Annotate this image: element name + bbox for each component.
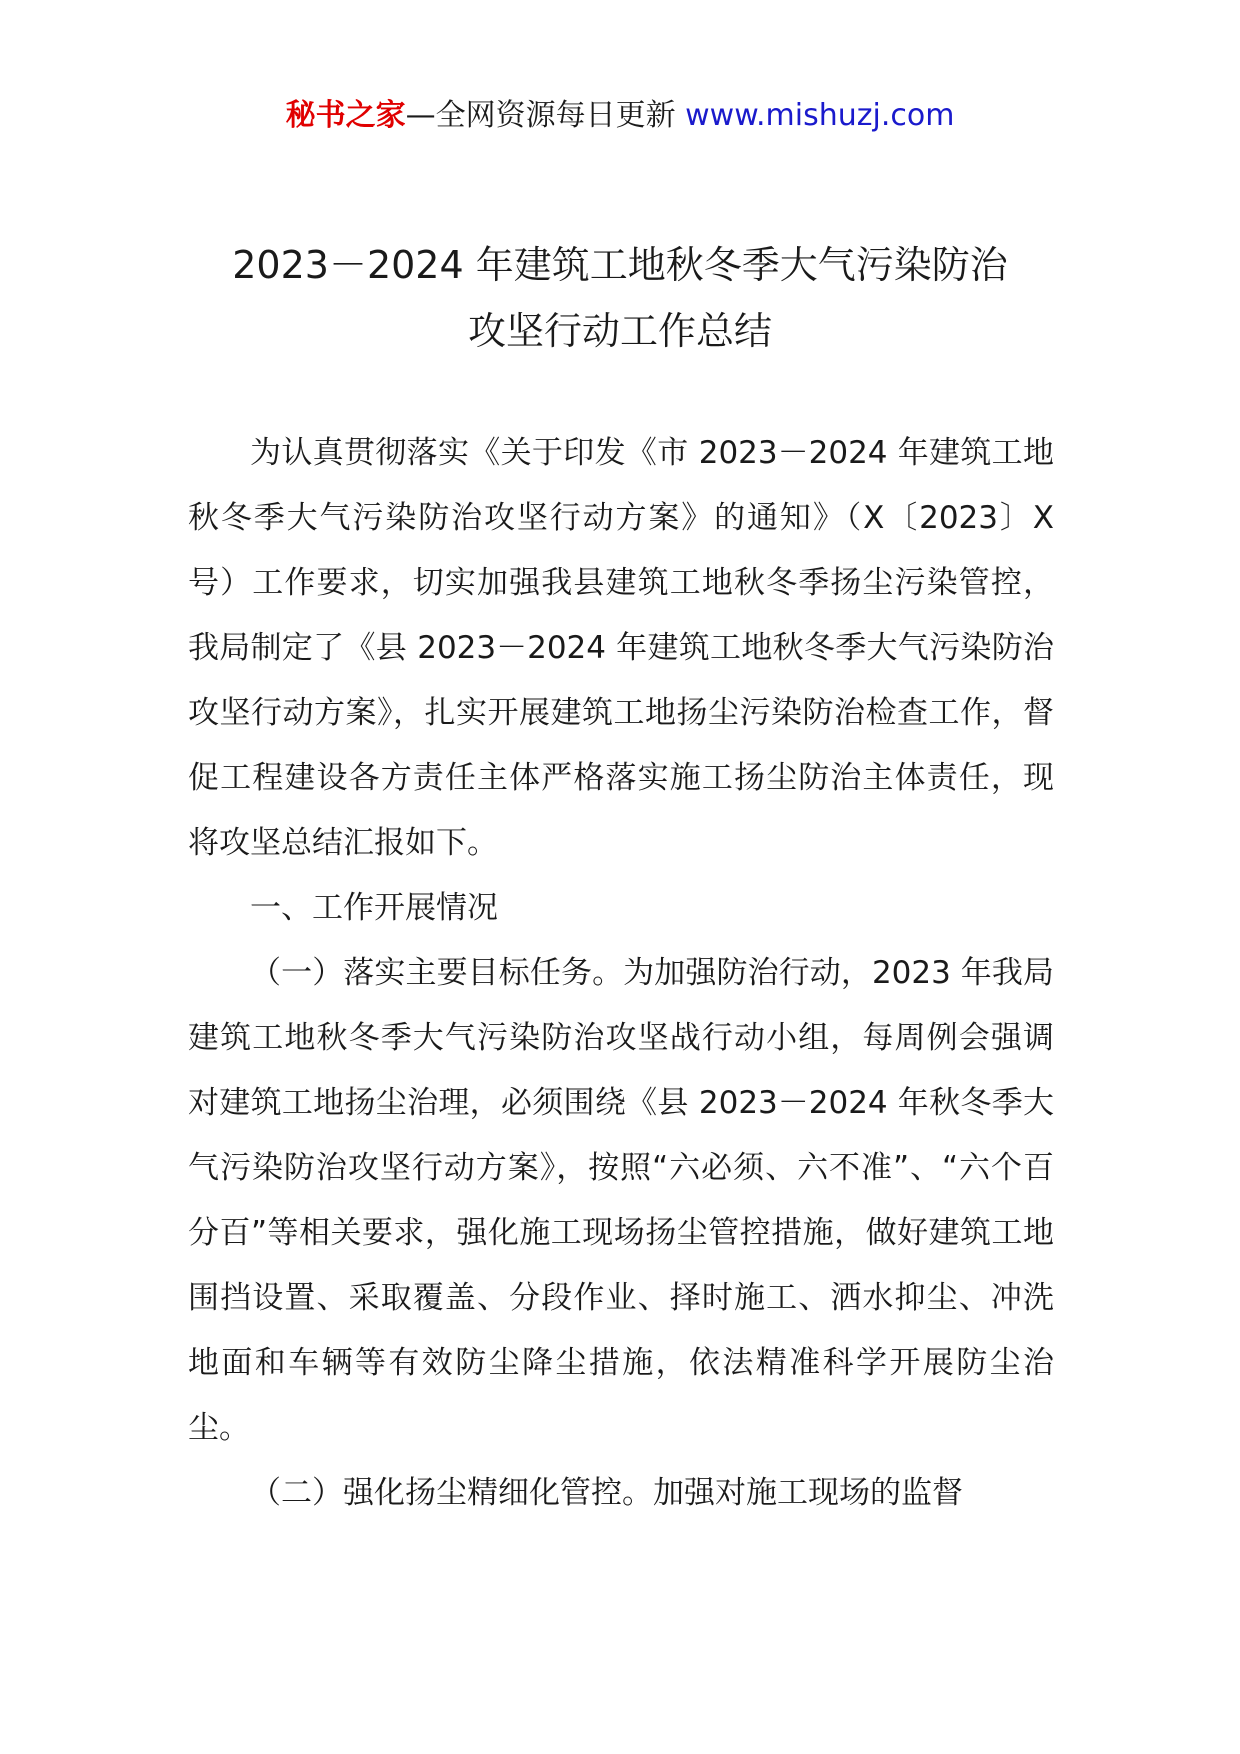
document-title [0, 232, 1240, 364]
site-header [0, 96, 1240, 136]
title-line-1: 2023－2024 年建筑工地秋冬季大气污染防治 [232, 243, 1008, 287]
website-link[interactable]: www.mishuzj.com [685, 98, 955, 133]
subsection-paragraph-2: （二）强化扬尘精细化管控。加强对施工现场的监督 [250, 1475, 963, 1511]
document-body [188, 421, 1054, 1526]
title-line-2: 攻坚行动工作总结 [467, 309, 772, 353]
section-heading: 一、工作开展情况 [250, 890, 498, 926]
header-tagline: —全网资源每日更新 [405, 98, 686, 133]
subsection-paragraph-1: （一）落实主要目标任务。为加强防治行动，2023 年我局建筑工地秋冬季大气污染防治攻坚战行动小组，每周例会强调对建筑工地扬尘治理，必须围绕《县 2023－2024 年秋冬季大气污染防治攻坚行动方案》，按照“六必须、六不准”、“六个百分百”等相关要求，强化施工现场扬尘管控措施，做好建筑工地围挡设置、采取覆盖、分段作业、择时施工、洒水抑尘、冲洗地面和车辆等有效防尘降尘措施，依法精准科学开展防尘治尘。 [188, 955, 1054, 1446]
intro-paragraph: 为认真贯彻落实《关于印发《市 2023－2024 年建筑工地秋冬季大气污染防治攻坚行动方案》的通知》（X〔2023〕X 号）工作要求，切实加强我县建筑工地秋冬季扬尘污染管控，我局制定了《县 2023－2024 年建筑工地秋冬季大气污染防治攻坚行动方案》，扎实开展建筑工地扬尘污染防治检查工作，督促工程建设各方责任主体严格落实施工扬尘防治主体责任，现将攻坚总结汇报如下。 [188, 435, 1054, 861]
brand-name: 秘书之家 [285, 98, 406, 133]
